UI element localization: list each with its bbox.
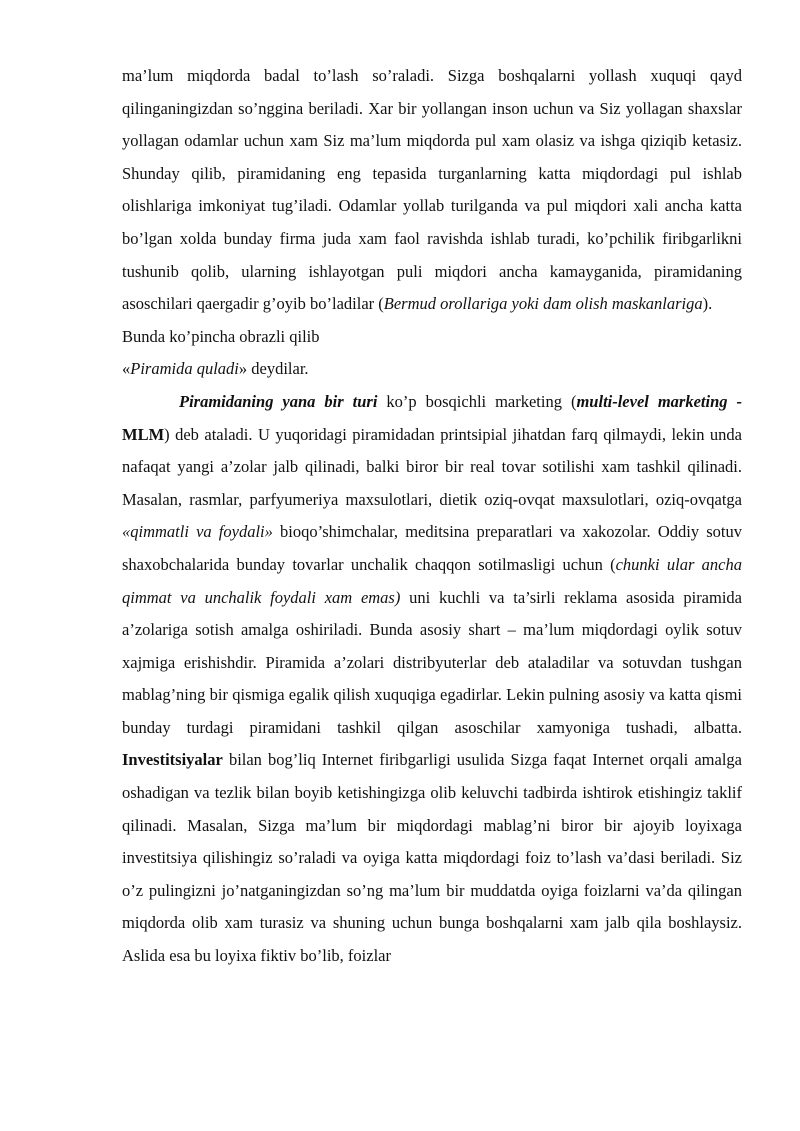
paragraph-text: uni kuchli va ta’sirli reklama asosida piramida a’zolariga sotish amalga oshiriladi. Bunda asosiy shart – ma’lum miqdordagi oylik sotuv xajmiga erishishdir. Piramida a’zolari distribyuterlar deb ataladilar va sotuvdan tushgan mablag’ning bir qismiga egalik qilish xuquqiga egadirlar. Lekin pulning asosiy va katta qismi bunday turdagi piramidani tashkil qilgan asoschilar xamyoniga tushadi, albatta. — [122, 587, 743, 737]
document-page — [122, 60, 742, 973]
term-heading: Piramidaning yana bir turi — [179, 391, 378, 411]
paragraph-text: ko’p bosqichli marketing ( — [377, 391, 577, 411]
quote-open: « — [122, 359, 131, 379]
italic-phrase: Bermud orollariga yoki dam olish maskanlariga — [383, 294, 703, 314]
italic-phrase: chunki ular ancha qimmat va unchalik foydali xam emas) — [122, 554, 742, 607]
quote-close-text: » deydilar. — [238, 359, 309, 379]
italic-phrase: «qimmatli va foydali» — [122, 522, 273, 542]
paragraph-text: ). — [702, 294, 713, 314]
term-bold: Investitsiyalar — [122, 750, 223, 770]
paragraph-text: bioqo’shimchalar, meditsina preparatlari va xakozolar. Oddiy sotuv shaxobchalarida bunday tovarlar unchalik chaqqon sotilmasligi uchun ( — [122, 522, 742, 574]
paragraph-mlm — [122, 386, 742, 973]
paragraph-line: Bunda ko’pincha obrazli qilib — [122, 326, 320, 346]
italic-phrase: Piramida quladi — [130, 359, 239, 379]
paragraph-pyramid-collapse — [122, 60, 742, 386]
paragraph-text: ) deb ataladi. U yuqoridagi piramidadan printsipial jihatdan farq qilmaydi, lekin unda nafaqat yangi a’zolar jalb qilinadi, balki biror bir real tovar sotilishi xam tashkil qilinadi. Masalan, rasmlar, parfyumeriya maxsulotlari, dietik oziq-ovqat maxsulotlari, oziq-ovqatga — [122, 424, 742, 509]
term-bold-italic: multi-level marketing - — [576, 391, 742, 411]
term-bold: MLM — [122, 424, 165, 444]
paragraph-text: bilan bog’liq Internet firibgarligi usulida Sizga faqat Internet orqali amalga oshadigan va tezlik bilan boyib ketishingizga olib keluvchi tadbirda ishtirok etishingiz taklif qilinadi. Masalan, Sizga ma’lum bir miqdordagi mablag’ni biror bir ajoyib loyixaga investitsiya qilishingiz so’raladi va oyiga katta miqdordagi foiz to’lash va’dasi beriladi. Siz o’z pulingizni jo’natganingizdan so’ng ma’lum bir muddatda oyiga foizlarni va’da qilingan miqdorda olib xam turasiz va shuning uchun bunga boshqalarni xam jalb qila boshlaysiz. Aslida esa bu loyixa fiktiv bo’lib, foizlar — [122, 750, 742, 966]
paragraph-line — [122, 353, 742, 386]
paragraph-text: ma’lum miqdorda badal to’lash so’raladi. Sizga boshqalarni yollash xuquqi qayd qilinganingizdan so’nggina beriladi. Xar bir yollangan inson uchun va Siz yollagan shaxslar yollagan odamlar uchun xam Siz ma’lum miqdorda pul xam olasiz va ishga qiziqib ketasiz. Shunday qilib, piramidaning eng tepasida turganlarning katta miqdordagi pul ishlab olishlariga imkoniyat tug’iladi. Odamlar yollab turilganda va pul miqdori xali ancha katta bo’lgan xolda bunday firma juda xam faol ravishda ishlab turadi, ko’pchilik firibgarlikni tushunib qolib, ularning ishlayotgan puli miqdori ancha kamayganida, piramidaning asoschilari qaergadir g’oyib bo’ladilar ( — [122, 66, 742, 314]
